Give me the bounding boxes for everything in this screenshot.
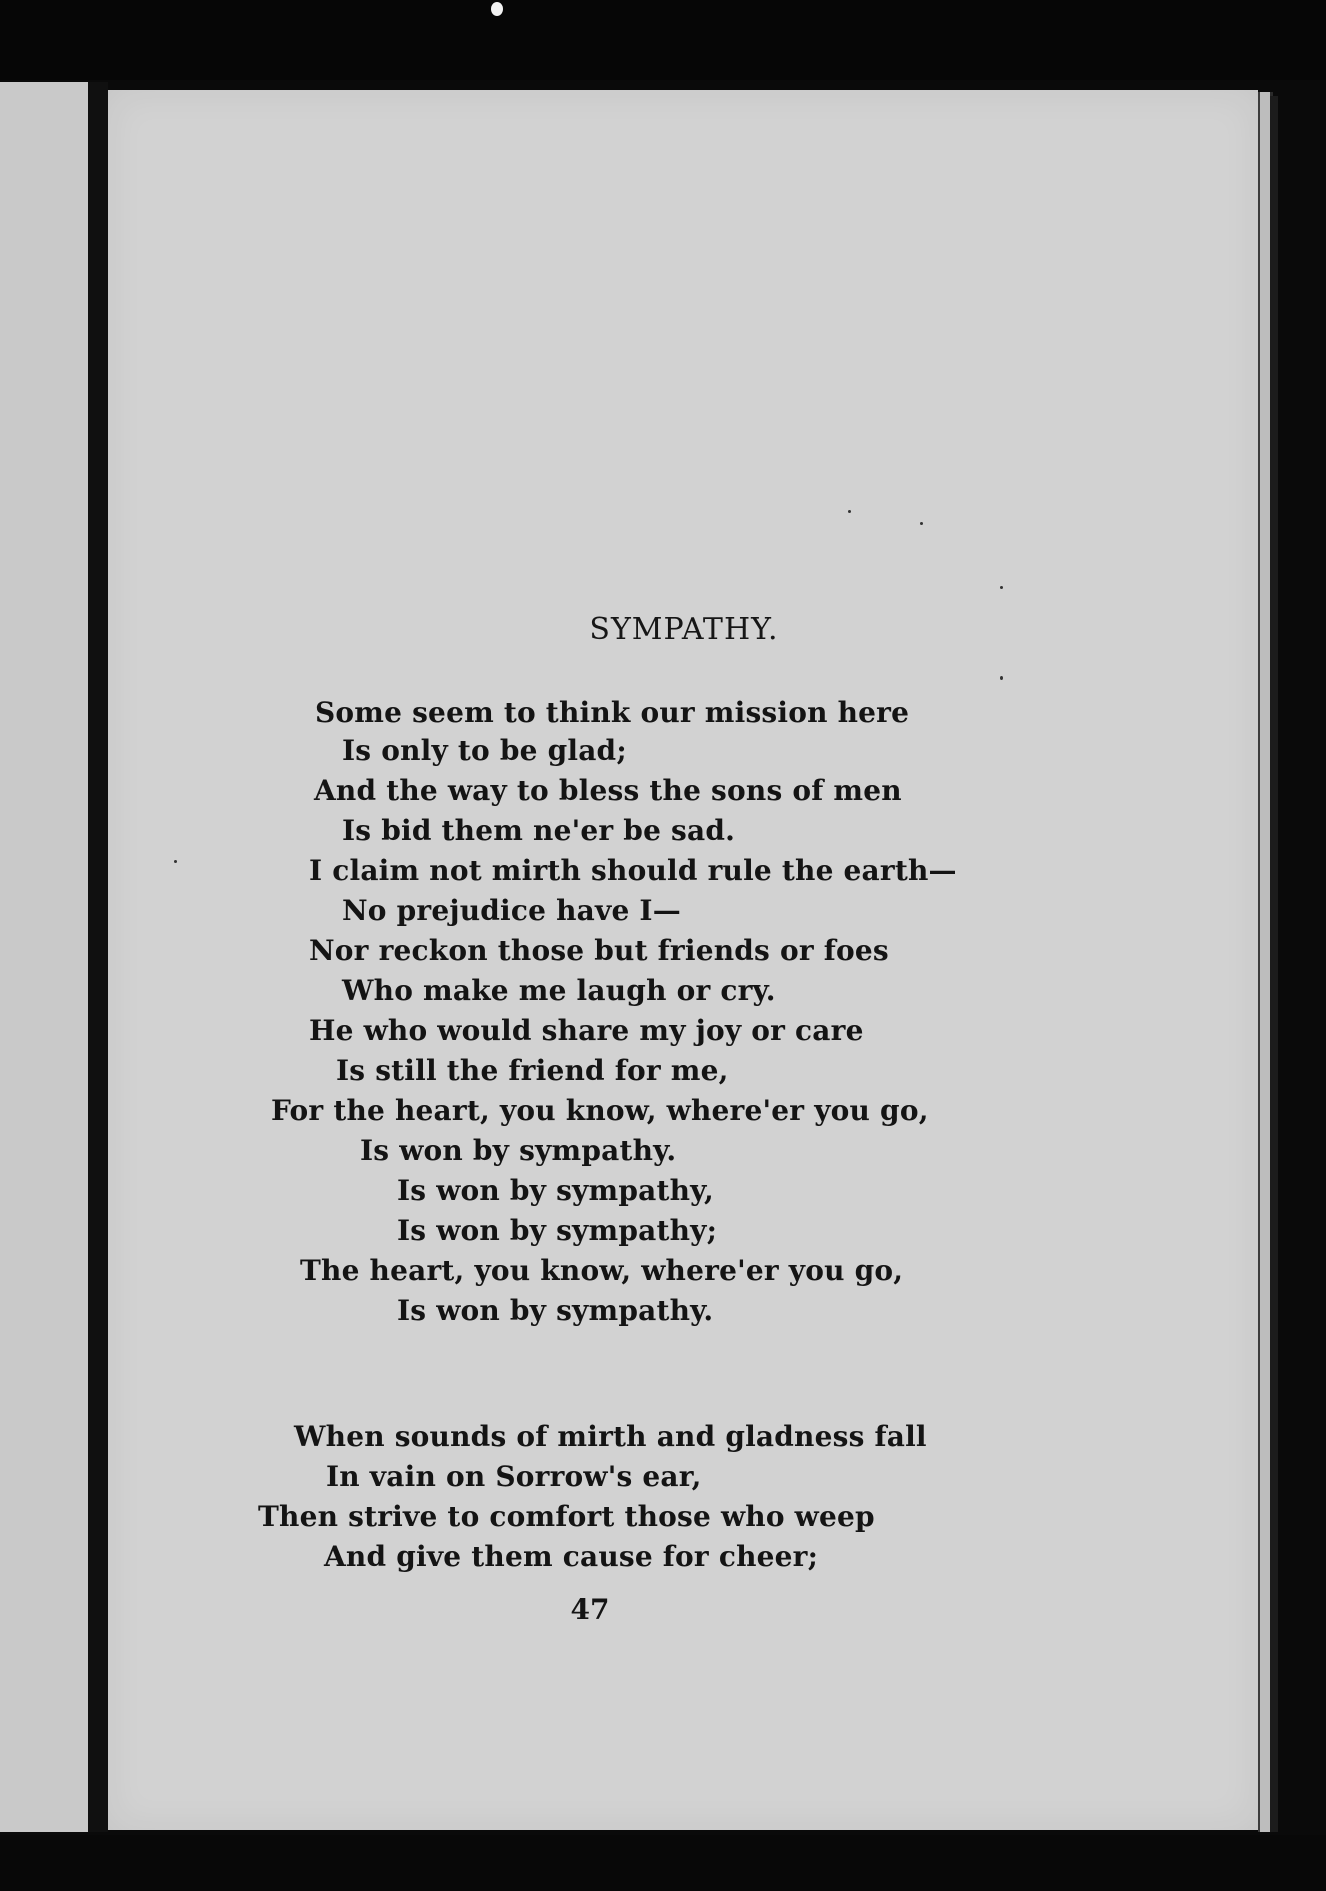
poem-title: SYMPATHY. bbox=[589, 612, 779, 647]
page-number: 47 bbox=[570, 1593, 610, 1626]
poem-line: Is bid them ne'er be sad. bbox=[342, 814, 736, 847]
poem-line: Is still the friend for me, bbox=[336, 1054, 729, 1087]
poem-line: And give them cause for cheer; bbox=[324, 1540, 819, 1573]
poem-line: Is won by sympathy; bbox=[397, 1214, 718, 1247]
paper-speck bbox=[920, 522, 923, 525]
poem-line: Is won by sympathy. bbox=[397, 1294, 714, 1327]
poem-line: Is won by sympathy. bbox=[360, 1134, 677, 1167]
poem-line: Is won by sympathy, bbox=[397, 1174, 714, 1207]
paper-speck bbox=[174, 860, 177, 863]
poem-line: In vain on Sorrow's ear, bbox=[326, 1460, 702, 1493]
book-cover-edge bbox=[1270, 96, 1278, 1832]
poem-line: No prejudice have I— bbox=[342, 894, 681, 927]
facing-page-edge bbox=[0, 82, 88, 1832]
poem-line: Then strive to comfort those who weep bbox=[258, 1500, 875, 1533]
book-gutter bbox=[88, 82, 108, 1832]
scan-bottom-border bbox=[0, 1835, 1326, 1891]
poem-line: Nor reckon those but friends or foes bbox=[309, 934, 889, 967]
poem-line: For the heart, you know, where'er you go, bbox=[271, 1094, 929, 1127]
poem-line: Some seem to think our mission here bbox=[315, 696, 910, 729]
binding-hole bbox=[491, 2, 503, 16]
poem-line: The heart, you know, where'er you go, bbox=[300, 1254, 904, 1287]
poem-line: Is only to be glad; bbox=[342, 734, 627, 767]
paper-speck bbox=[1000, 586, 1003, 589]
poem-line: Who make me laugh or cry. bbox=[342, 974, 776, 1007]
paper-speck bbox=[848, 510, 851, 513]
book-page bbox=[108, 90, 1258, 1830]
scan-top-border bbox=[0, 0, 1326, 80]
poem-line: He who would share my joy or care bbox=[309, 1014, 864, 1047]
paper-speck bbox=[1000, 676, 1003, 680]
poem-line: And the way to bless the sons of men bbox=[314, 774, 902, 807]
poem-line: When sounds of mirth and gladness fall bbox=[294, 1420, 927, 1453]
poem-line: I claim not mirth should rule the earth— bbox=[309, 854, 957, 887]
